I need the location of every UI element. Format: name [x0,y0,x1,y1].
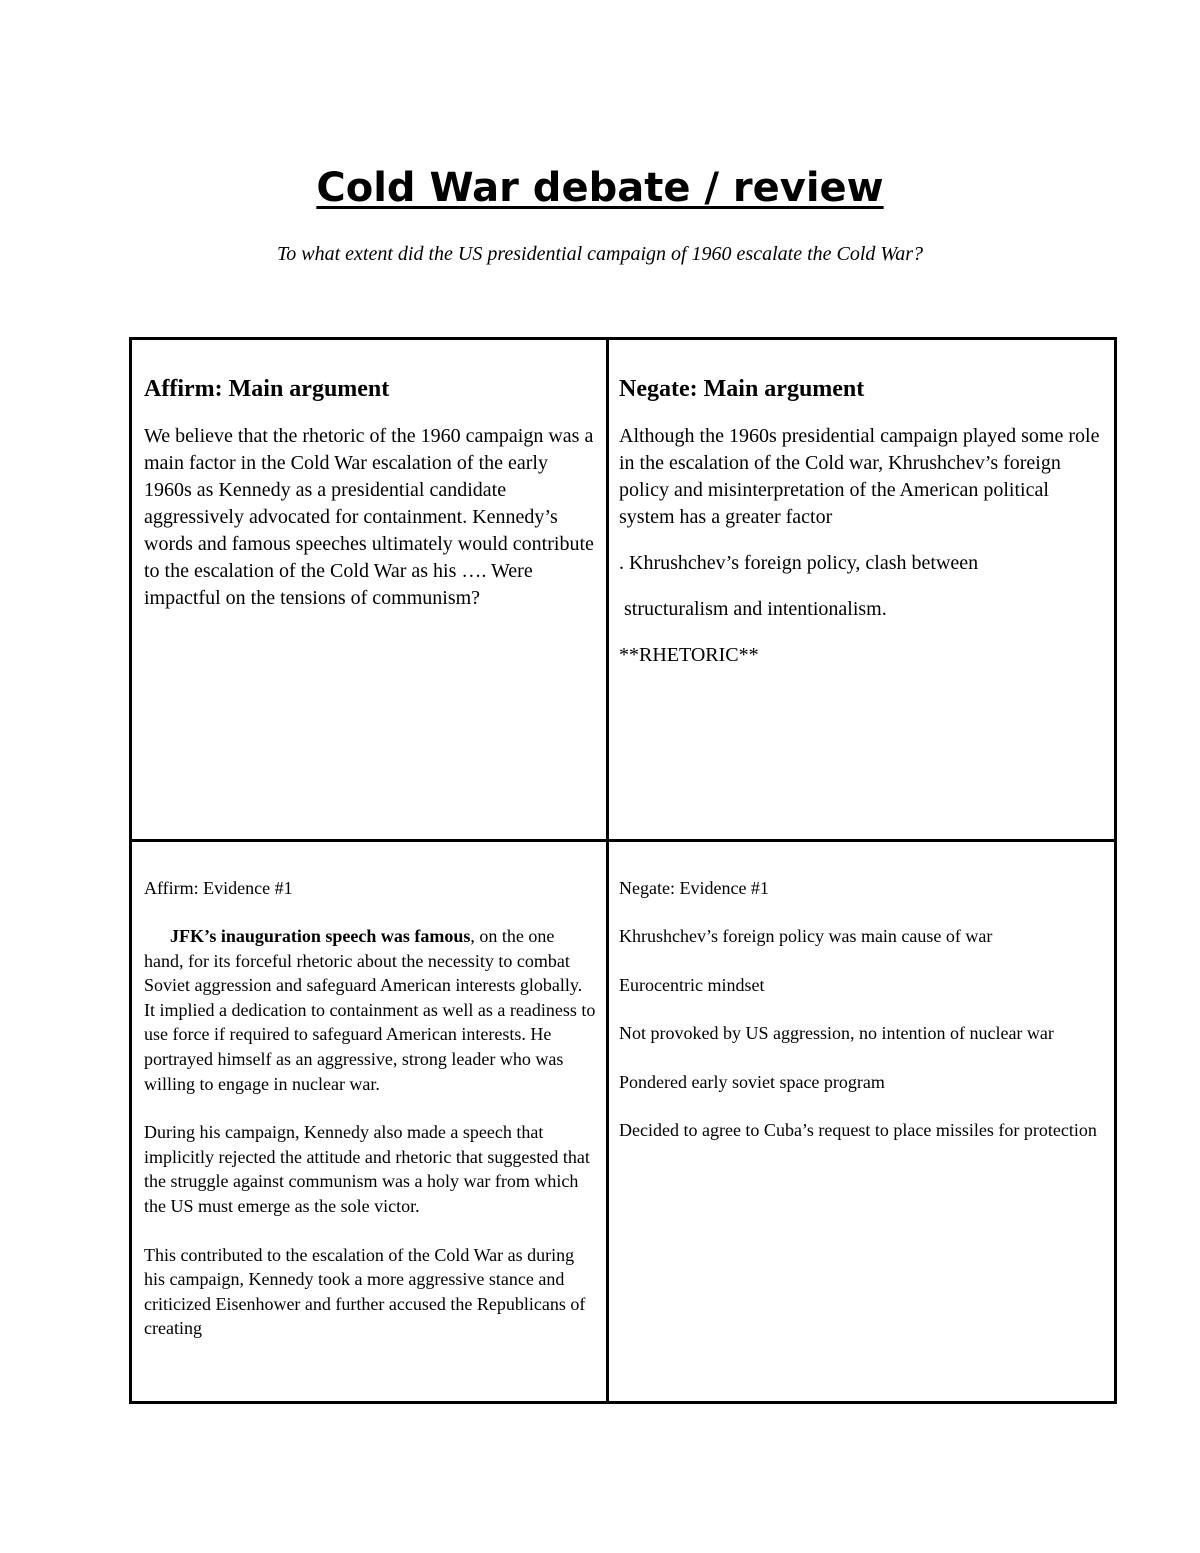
negate-evidence-item: Decided to agree to Cuba’s request to place missiles for protection [619,1120,1097,1141]
affirm-evidence-bold-lead: JFK’s inauguration speech was famous [170,926,471,946]
negate-main-paragraph: Although the 1960s presidential campaign played some role in the escalation of the Cold war, Khrushchev’s foreign policy and misinterpretation of the American political system has a greater factor [619,425,1100,528]
debate-table [129,337,1117,1404]
negate-evidence-item: Khrushchev’s foreign policy was main cause of war [619,926,993,946]
negate-main-heading: Negate: Main argument [619,376,865,402]
affirm-evidence-paragraph: This contributed to the escalation of the Cold War as during his campaign, Kennedy took a more aggressive stance and criticized Eisenhower and further accused the Republicans of creating [144,1244,586,1339]
negate-main-paragraph: **RHETORIC** [619,644,759,666]
negate-evidence-cell [609,842,1114,1401]
affirm-evidence-cell [132,842,609,1401]
negate-evidence-item: Pondered early soviet space program [619,1071,885,1092]
negate-main-paragraph: structuralism and intentionalism. [624,598,887,620]
negate-evidence-item: Not provoked by US aggression, no intention of nuclear war [619,1023,1054,1044]
negate-evidence-item: Eurocentric mindset [619,974,765,995]
negate-main-paragraph: . Khrushchev’s foreign policy, clash between [619,552,979,574]
page-title-text: Cold War debate / review [316,165,884,211]
negate-main-cell [609,340,1114,842]
page-title [0,162,1200,214]
affirm-main-text: We believe that the rhetoric of the 1960 campaign was a main factor in the Cold War escalation of the early 1960s as Kennedy as a presidential candidate aggressively advocated for containment. Kennedy’s words and famous speeches ultimately would contribute to the escalation of the Cold War as his …. Were impactful on the tensions of communism? [144,425,594,609]
affirm-evidence-paragraph [144,924,596,1096]
debate-question: To what extent did the US presidential campaign of 1960 escalate the Cold War? [276,243,924,265]
affirm-main-heading: Affirm: Main argument [144,376,390,402]
affirm-evidence-heading: Affirm: Evidence #1 [144,878,293,898]
negate-evidence-heading: Negate: Evidence #1 [619,878,769,898]
affirm-evidence-paragraph: During his campaign, Kennedy also made a speech that implicitly rejected the attitude and rhetoric that suggested that the struggle against communism was a holy war from which the US must emerge as the sole victor. [144,1122,590,1216]
affirm-evidence-text: , on the one hand, for its forceful rhetoric about the necessity to combat Soviet aggression and safeguard American interests globally. It implied a dedication to containment as well as a readiness to use force if required to safeguard American interests. He portrayed himself as an aggressive, strong leader who was willing to engage in nuclear war. [144,926,596,1094]
affirm-main-cell [132,340,609,842]
